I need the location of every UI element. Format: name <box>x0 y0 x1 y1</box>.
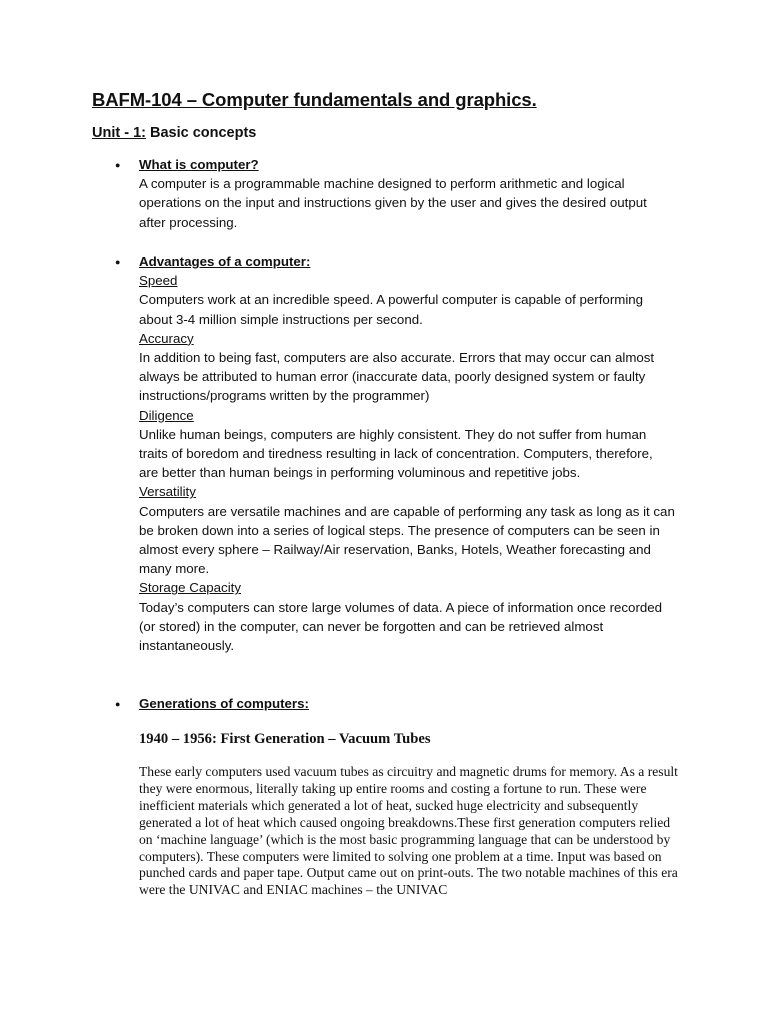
bullet-icon: ● <box>115 160 121 170</box>
section-heading: Advantages of a computer: <box>139 254 311 269</box>
section-what-is-computer <box>115 155 675 232</box>
section-heading: Generations of computers: <box>139 696 309 711</box>
advantage-text-accuracy: In addition to being fast, computers are also accurate. Errors that may occur can almost always be attributed to human error (inaccurate data, poorly designed system or faulty instructions/programs written by the programmer) <box>139 350 655 404</box>
section-advantages <box>115 252 675 655</box>
section-paragraph: A computer is a programmable machine designed to perform arithmetic and logical operations on the input and instructions given by the user and gives the desired output after processing. <box>139 176 647 230</box>
advantage-title-speed: Speed <box>139 273 178 289</box>
unit-title: Basic concepts <box>145 125 257 141</box>
unit-heading <box>92 125 256 141</box>
unit-label: Unit - 1: <box>92 125 146 141</box>
section-generations <box>115 694 675 713</box>
bullet-icon: ● <box>115 257 121 267</box>
bullet-icon: ● <box>115 699 121 709</box>
first-generation-paragraph: These early computers used vacuum tubes as circuitry and magnetic drums for memory. As a result they were enormous, literally taking up entire rooms and costing a fortune to run. These were inefficient materials which generated a lot of heat, sucked huge electricity and subsequently generated a lot of heat which caused ongoing breakdowns.These first generation computers relied on ‘machine language’ (which is the most basic programming language that can be understood by computers). These computers were limited to solving one problem at a time. Input was based on punched cards and paper tape. Output came out on print-outs. The two notable machines of this era were the UNIVAC and ENIAC machines – the UNIVAC <box>139 764 678 898</box>
section-heading: What is computer? <box>139 157 259 172</box>
advantage-text-storage-capacity: Today’s computers can store large volumes of data. A piece of information once recorded (or stored) in the computer, can never be forgotten and can be retrieved almost instantaneously. <box>139 599 663 654</box>
advantage-title-diligence: Diligence <box>139 407 194 423</box>
advantage-title-versatility: Versatility <box>139 484 196 500</box>
advantage-text-diligence: Unlike human beings, computers are highly consistent. They do not suffer from human traits of boredom and tiredness resulting in lack of concentration. Computers, therefore, are better than human beings in performing voluminous and repetitive jobs. <box>139 426 653 481</box>
document-title: BAFM-104 – Computer fundamentals and graphics. <box>92 89 537 110</box>
advantage-title-storage-capacity: Storage Capacity <box>139 580 241 596</box>
advantage-text-speed: Computers work at an incredible speed. A powerful computer is capable of performing about 3-4 million simple instructions per second. <box>139 292 644 327</box>
advantage-text-versatility: Computers are versatile machines and are capable of performing any task as long as it can be broken down into a series of logical steps. The presence of computers can be seen in almost every sphere – Railway/Air reservation, Banks, Hotels, Weather forecasting and many more. <box>139 503 675 577</box>
advantage-title-accuracy: Accuracy <box>139 330 194 346</box>
first-generation-heading: 1940 – 1956: First Generation – Vacuum Tubes <box>139 731 431 747</box>
